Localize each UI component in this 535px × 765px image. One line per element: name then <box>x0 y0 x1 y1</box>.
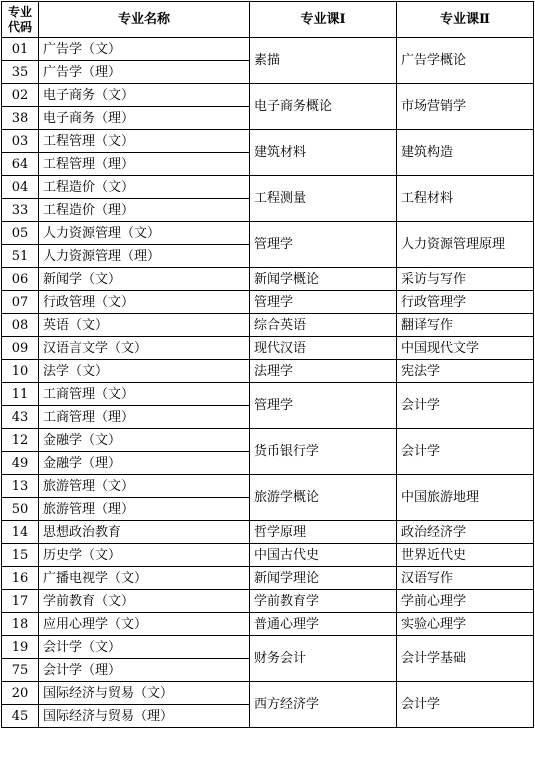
major-name-cell: 国际经济与贸易（文） <box>39 682 250 705</box>
course-2-cell: 中国旅游地理 <box>397 475 534 521</box>
course-2-cell: 翻译写作 <box>397 314 534 337</box>
major-name-cell: 旅游管理（文） <box>39 475 250 498</box>
major-name-cell: 广告学（文） <box>39 38 250 61</box>
major-code-cell: 11 <box>2 383 39 406</box>
major-code-cell: 09 <box>2 337 39 360</box>
course-2-cell: 会计学 <box>397 383 534 429</box>
course-1-cell: 新闻学理论 <box>250 567 397 590</box>
course-1-cell: 现代汉语 <box>250 337 397 360</box>
major-code-cell: 16 <box>2 567 39 590</box>
major-name-cell: 金融学（理） <box>39 452 250 475</box>
course-2-cell: 会计学 <box>397 682 534 728</box>
table-row <box>2 291 534 314</box>
table-row <box>2 337 534 360</box>
major-name-cell: 国际经济与贸易（理） <box>39 705 250 728</box>
course-1-cell: 西方经济学 <box>250 682 397 728</box>
major-name-cell: 汉语言文学（文） <box>39 337 250 360</box>
major-code-cell: 45 <box>2 705 39 728</box>
major-code-cell: 02 <box>2 84 39 107</box>
major-code-cell: 43 <box>2 406 39 429</box>
major-name-cell: 法学（文） <box>39 360 250 383</box>
course-2-cell: 市场营销学 <box>397 84 534 130</box>
major-code-cell: 04 <box>2 176 39 199</box>
course-1-cell: 素描 <box>250 38 397 84</box>
major-name-cell: 工程管理（理） <box>39 153 250 176</box>
major-name-cell: 会计学（理） <box>39 659 250 682</box>
course-1-cell: 普通心理学 <box>250 613 397 636</box>
major-name-cell: 历史学（文） <box>39 544 250 567</box>
table-row <box>2 636 534 659</box>
major-name-cell: 学前教育（文） <box>39 590 250 613</box>
header-row <box>2 2 534 38</box>
table-row <box>2 383 534 406</box>
table-row <box>2 222 534 245</box>
table-row <box>2 475 534 498</box>
major-code-cell: 19 <box>2 636 39 659</box>
table-row <box>2 544 534 567</box>
major-code-cell: 38 <box>2 107 39 130</box>
course-2-cell: 政治经济学 <box>397 521 534 544</box>
major-name-cell: 人力资源管理（理） <box>39 245 250 268</box>
header-major-code <box>2 2 39 38</box>
course-1-cell: 中国古代史 <box>250 544 397 567</box>
major-name-cell: 行政管理（文） <box>39 291 250 314</box>
major-code-cell: 51 <box>2 245 39 268</box>
table-row <box>2 613 534 636</box>
table-row <box>2 130 534 153</box>
table-row <box>2 314 534 337</box>
major-code-cell: 05 <box>2 222 39 245</box>
major-code-cell: 12 <box>2 429 39 452</box>
course-2-cell: 人力资源管理原理 <box>397 222 534 268</box>
course-1-cell: 旅游学概论 <box>250 475 397 521</box>
course-2-cell: 行政管理学 <box>397 291 534 314</box>
major-name-cell: 工商管理（理） <box>39 406 250 429</box>
table-body <box>2 38 534 728</box>
header-code-line1: 专业 <box>7 4 32 19</box>
major-name-cell: 广播电视学（文） <box>39 567 250 590</box>
header-major-name: 专业名称 <box>39 2 250 38</box>
course-1-cell: 建筑材料 <box>250 130 397 176</box>
course-1-cell: 管理学 <box>250 383 397 429</box>
major-name-cell: 思想政治教育 <box>39 521 250 544</box>
course-1-cell: 法理学 <box>250 360 397 383</box>
table-row <box>2 521 534 544</box>
table-row <box>2 567 534 590</box>
major-code-cell: 50 <box>2 498 39 521</box>
major-code-cell: 08 <box>2 314 39 337</box>
header-course-1: 专业课Ⅰ <box>250 2 397 38</box>
course-1-cell: 电子商务概论 <box>250 84 397 130</box>
course-1-cell: 管理学 <box>250 222 397 268</box>
major-name-cell: 工程管理（文） <box>39 130 250 153</box>
table-row <box>2 682 534 705</box>
major-name-cell: 工程造价（文） <box>39 176 250 199</box>
table-row <box>2 590 534 613</box>
course-2-cell: 工程材料 <box>397 176 534 222</box>
course-2-cell: 广告学概论 <box>397 38 534 84</box>
course-1-cell: 工程测量 <box>250 176 397 222</box>
header-course-2: 专业课Ⅱ <box>397 2 534 38</box>
major-code-cell: 17 <box>2 590 39 613</box>
table-row <box>2 176 534 199</box>
major-name-cell: 英语（文） <box>39 314 250 337</box>
major-course-table <box>1 1 534 728</box>
course-2-cell: 宪法学 <box>397 360 534 383</box>
major-code-cell: 75 <box>2 659 39 682</box>
major-name-cell: 应用心理学（文） <box>39 613 250 636</box>
major-name-cell: 金融学（文） <box>39 429 250 452</box>
course-2-cell: 建筑构造 <box>397 130 534 176</box>
course-1-cell: 新闻学概论 <box>250 268 397 291</box>
major-name-cell: 人力资源管理（文） <box>39 222 250 245</box>
major-name-cell: 新闻学（文） <box>39 268 250 291</box>
course-2-cell: 实验心理学 <box>397 613 534 636</box>
course-2-cell: 采访与写作 <box>397 268 534 291</box>
major-code-cell: 35 <box>2 61 39 84</box>
course-2-cell: 世界近代史 <box>397 544 534 567</box>
major-code-cell: 10 <box>2 360 39 383</box>
course-1-cell: 财务会计 <box>250 636 397 682</box>
major-code-cell: 07 <box>2 291 39 314</box>
course-1-cell: 综合英语 <box>250 314 397 337</box>
major-code-cell: 64 <box>2 153 39 176</box>
major-name-cell: 工程造价（理） <box>39 199 250 222</box>
table-row <box>2 84 534 107</box>
header-code-line2: 代码 <box>7 19 32 34</box>
course-2-cell: 会计学基础 <box>397 636 534 682</box>
major-name-cell: 工商管理（文） <box>39 383 250 406</box>
table-row <box>2 268 534 291</box>
table-row <box>2 38 534 61</box>
major-code-cell: 06 <box>2 268 39 291</box>
major-code-cell: 33 <box>2 199 39 222</box>
major-name-cell: 电子商务（文） <box>39 84 250 107</box>
major-name-cell: 广告学（理） <box>39 61 250 84</box>
major-code-cell: 03 <box>2 130 39 153</box>
course-1-cell: 管理学 <box>250 291 397 314</box>
course-1-cell: 学前教育学 <box>250 590 397 613</box>
course-2-cell: 会计学 <box>397 429 534 475</box>
major-code-cell: 15 <box>2 544 39 567</box>
major-code-cell: 13 <box>2 475 39 498</box>
course-2-cell: 汉语写作 <box>397 567 534 590</box>
course-1-cell: 哲学原理 <box>250 521 397 544</box>
major-code-cell: 01 <box>2 38 39 61</box>
table-row <box>2 429 534 452</box>
major-code-cell: 14 <box>2 521 39 544</box>
major-code-cell: 18 <box>2 613 39 636</box>
course-2-cell: 学前心理学 <box>397 590 534 613</box>
major-name-cell: 旅游管理（理） <box>39 498 250 521</box>
course-1-cell: 货币银行学 <box>250 429 397 475</box>
major-code-cell: 20 <box>2 682 39 705</box>
major-name-cell: 会计学（文） <box>39 636 250 659</box>
major-code-cell: 49 <box>2 452 39 475</box>
major-name-cell: 电子商务（理） <box>39 107 250 130</box>
course-2-cell: 中国现代文学 <box>397 337 534 360</box>
table-row <box>2 360 534 383</box>
